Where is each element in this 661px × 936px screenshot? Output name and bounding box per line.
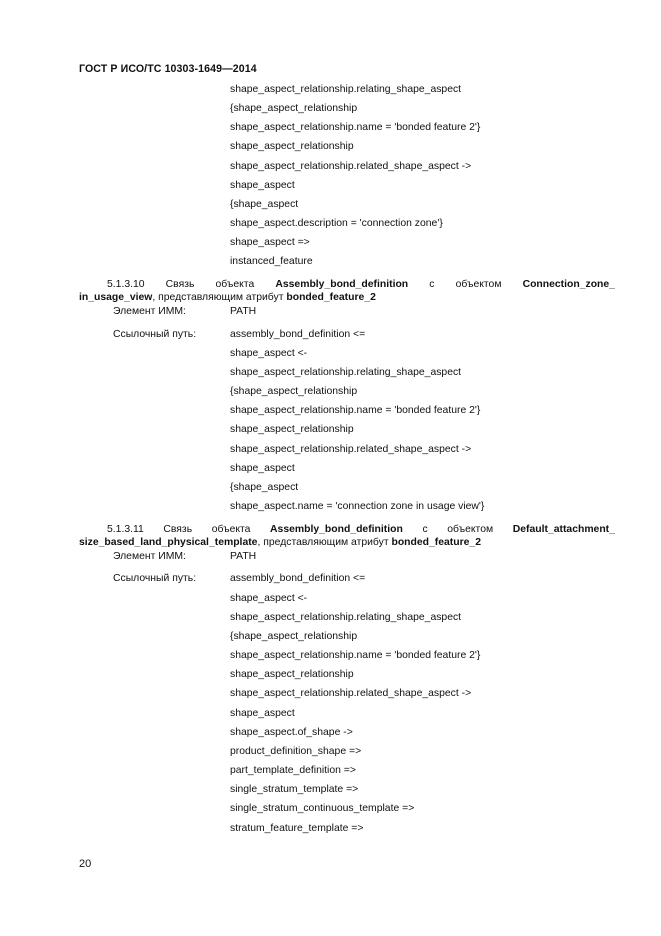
path-line: shape_aspect_relationship (230, 141, 354, 152)
path-line: shape_aspect_relationship.name = 'bonded feature 2'} (230, 405, 481, 416)
path-line: stratum_feature_template => (230, 823, 364, 834)
path-line: single_stratum_continuous_template => (230, 803, 415, 814)
path-line: shape_aspect_relationship.name = 'bonded feature 2'} (230, 122, 481, 133)
section-word: с (422, 524, 428, 535)
path-line: shape_aspect (230, 180, 295, 191)
path-line: shape_aspect.of_shape -> (230, 727, 353, 738)
section-number: 5.1.3.11 (107, 524, 144, 535)
reference-path-label: Ссылочный путь: (113, 329, 197, 340)
path-line: shape_aspect_relationship.related_shape_aspect -> (230, 444, 472, 455)
path-line: shape_aspect.name = 'connection zone in usage view'} (230, 501, 485, 512)
section-word: объектом (455, 279, 502, 290)
path-line: product_definition_shape => (230, 746, 362, 757)
path-line: {shape_aspect (230, 199, 299, 210)
imm-element-label: Элемент ИММ: (113, 306, 186, 317)
path-line: part_template_definition => (230, 765, 356, 776)
path-line: shape_aspect_relationship.relating_shape_aspect (230, 84, 462, 95)
path-line: instanced_feature (230, 256, 313, 267)
section-target-part1: Default_attachment_ (512, 524, 615, 535)
section-heading-5-1-3-11 (79, 523, 615, 549)
section-target-part1: Connection_zone_ (522, 279, 615, 290)
path-line: shape_aspect <- (230, 348, 308, 359)
path-line: shape_aspect (230, 463, 295, 474)
path-line: shape_aspect_relationship.relating_shape_aspect (230, 612, 462, 623)
imm-element-value: PATH (230, 551, 257, 562)
path-line: assembly_bond_definition <= (230, 573, 366, 584)
path-line: {shape_aspect_relationship (230, 103, 358, 114)
section-word: Связь (163, 524, 193, 535)
path-line: single_stratum_template => (230, 784, 359, 795)
path-line: {shape_aspect_relationship (230, 631, 358, 642)
imm-element-label: Элемент ИММ: (113, 551, 186, 562)
path-line: shape_aspect_relationship.related_shape_aspect -> (230, 688, 472, 699)
path-line: {shape_aspect_relationship (230, 386, 358, 397)
section-word: объекта (211, 524, 251, 535)
section-word: объекта (215, 279, 255, 290)
section-attribute: bonded_feature_2 (391, 537, 481, 548)
imm-element-value: PATH (230, 306, 257, 317)
path-line: shape_aspect_relationship.name = 'bonded feature 2'} (230, 650, 481, 661)
path-line: shape_aspect <- (230, 593, 308, 604)
section-number: 5.1.3.10 (107, 279, 145, 290)
path-line: shape_aspect_relationship (230, 669, 354, 680)
path-line: shape_aspect_relationship (230, 424, 354, 435)
path-line: shape_aspect (230, 708, 295, 719)
path-line: assembly_bond_definition <= (230, 329, 366, 340)
section-word: Связь (165, 279, 195, 290)
path-line: {shape_aspect (230, 482, 299, 493)
section-tail-text: , представляющим атрибут (257, 537, 392, 548)
section-target-part2: size_based_land_physical_template (79, 537, 258, 548)
page-number: 20 (79, 858, 92, 870)
section-word: с (429, 279, 435, 290)
section-tail-text: , представляющим атрибут (152, 292, 287, 303)
section-attribute: bonded_feature_2 (286, 292, 376, 303)
path-line: shape_aspect.description = 'connection zone'} (230, 218, 443, 229)
path-line: shape_aspect => (230, 237, 310, 248)
section-word: объектом (447, 524, 494, 535)
document-header: ГОСТ Р ИСО/ТС 10303-1649—2014 (79, 63, 257, 75)
reference-path-label: Ссылочный путь: (113, 573, 197, 584)
section-target-part2: in_usage_view (79, 292, 153, 303)
section-heading-5-1-3-10 (79, 278, 615, 304)
section-entity: Assembly_bond_definition (275, 279, 409, 290)
path-line: shape_aspect_relationship.related_shape_aspect -> (230, 161, 472, 172)
section-entity: Assembly_bond_definition (270, 524, 403, 535)
path-line: shape_aspect_relationship.relating_shape_aspect (230, 367, 462, 378)
